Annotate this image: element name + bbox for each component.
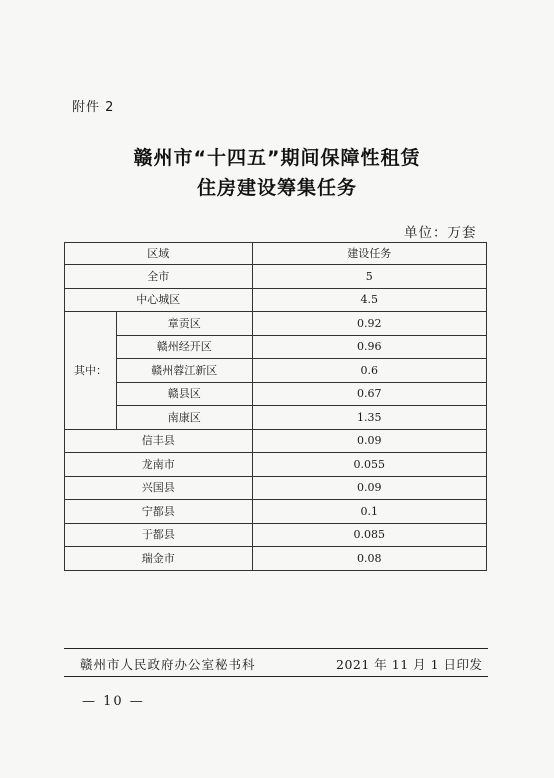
table-row — [65, 288, 487, 312]
task-cell: 0.09 — [252, 476, 486, 500]
task-cell: 0.09 — [252, 429, 486, 453]
group-label-cell: 其中： — [65, 312, 117, 430]
region-cell: 赣州经开区 — [116, 335, 252, 359]
task-cell: 4.5 — [252, 288, 486, 312]
column-header-task: 建设任务 — [252, 243, 486, 265]
table-row — [65, 382, 487, 406]
task-table — [64, 242, 487, 571]
table-header-row — [65, 243, 487, 265]
issuer-text: 赣州市人民政府办公室秘书科 — [80, 657, 256, 672]
table-row — [65, 335, 487, 359]
task-cell: 0.1 — [252, 500, 486, 524]
task-cell: 0.055 — [252, 453, 486, 477]
task-cell: 0.96 — [252, 335, 486, 359]
issue-date: 2021 年 11 月 1 日印发 — [336, 657, 483, 672]
table-row — [65, 312, 487, 336]
table-row — [65, 359, 487, 383]
table-row — [65, 453, 487, 477]
region-cell: 全市 — [65, 265, 253, 289]
document-title-line2: 住房建设筹集任务 — [196, 177, 357, 199]
region-cell: 兴国县 — [65, 476, 253, 500]
region-cell: 赣州蓉江新区 — [116, 359, 252, 383]
task-cell: 1.35 — [252, 406, 486, 430]
region-cell: 宁都县 — [65, 500, 253, 524]
column-header-region: 区域 — [65, 243, 253, 265]
document-title-line1: 赣州市“十四五”期间保障性租赁 — [133, 147, 421, 169]
region-cell: 中心城区 — [65, 288, 253, 312]
region-cell: 于都县 — [65, 523, 253, 547]
task-cell: 0.08 — [252, 547, 486, 571]
table-row — [65, 265, 487, 289]
table-row — [65, 429, 487, 453]
table-row — [65, 406, 487, 430]
region-cell: 瑞金市 — [65, 547, 253, 571]
task-cell: 0.085 — [252, 523, 486, 547]
task-cell: 0.67 — [252, 382, 486, 406]
page-number: — 10 — — [82, 694, 145, 709]
attachment-label: 附件 2 — [72, 100, 115, 115]
footer-divider-bottom — [64, 676, 488, 677]
table-row — [65, 547, 487, 571]
unit-label: 单位：万套 — [404, 225, 477, 241]
region-cell: 章贡区 — [116, 312, 252, 336]
task-cell: 0.6 — [252, 359, 486, 383]
region-cell: 赣县区 — [116, 382, 252, 406]
table-row — [65, 523, 487, 547]
region-cell: 信丰县 — [65, 429, 253, 453]
task-cell: 0.92 — [252, 312, 486, 336]
table-row — [65, 500, 487, 524]
task-cell: 5 — [252, 265, 486, 289]
table-row — [65, 476, 487, 500]
region-cell: 龙南市 — [65, 453, 253, 477]
footer-divider-top — [64, 648, 488, 649]
region-cell: 南康区 — [116, 406, 252, 430]
